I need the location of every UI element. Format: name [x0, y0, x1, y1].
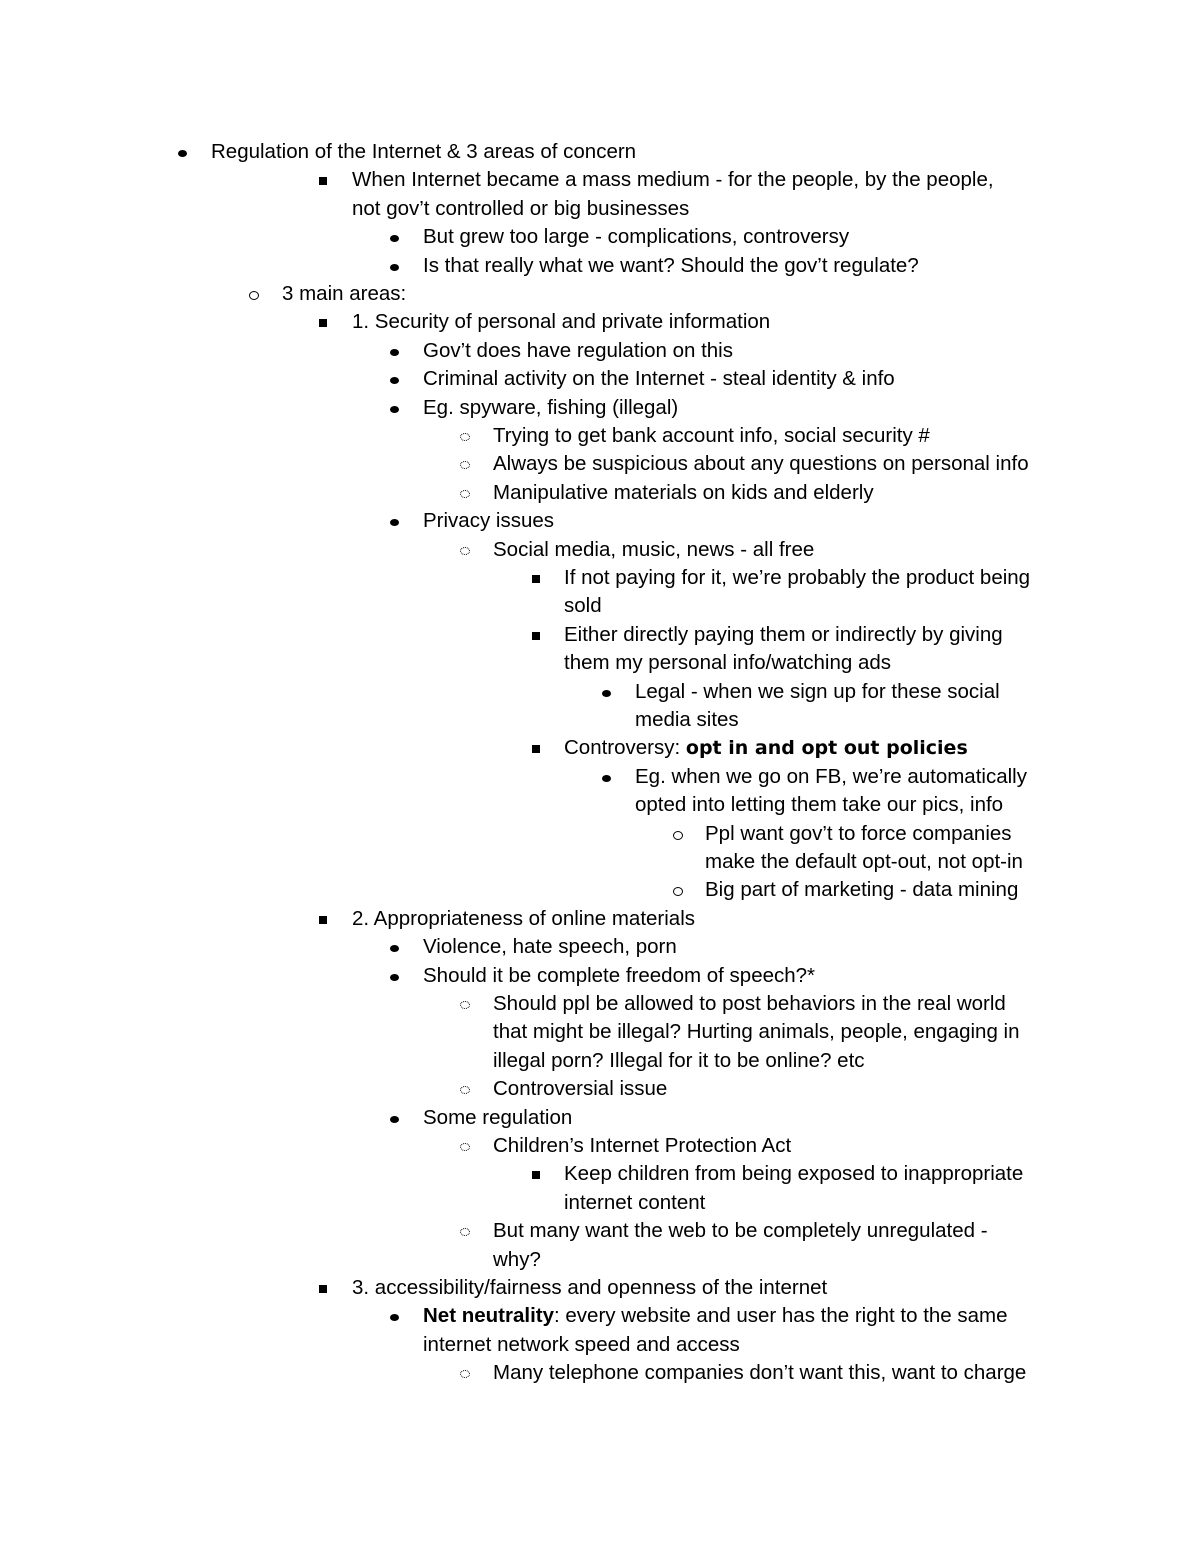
disc-bullet-icon: [390, 945, 399, 952]
outline-text: [564, 649, 891, 677]
outline-text: [352, 905, 695, 933]
outline-line: [0, 649, 1200, 677]
outline-line: [0, 1246, 1200, 1274]
outline-text: [423, 223, 849, 251]
outline-text: [635, 791, 1003, 819]
line-text: make the default opt-out, not opt-in: [705, 850, 1023, 873]
outline-text: [564, 1160, 1023, 1188]
line-text: Gov’t does have regulation on this: [423, 338, 733, 362]
outline-text: [423, 1331, 740, 1359]
line-text: internet network speed and access: [423, 1332, 740, 1356]
outline-line: [0, 422, 1200, 450]
outline-line: [0, 621, 1200, 649]
dotted-circle-bullet-icon: [460, 547, 470, 555]
outline-line: [0, 536, 1200, 564]
outline-line: [0, 223, 1200, 251]
dotted-circle-bullet-icon: [460, 1143, 470, 1151]
outline-line: [0, 195, 1200, 223]
outline-text: [564, 564, 1030, 592]
outline-text: [705, 848, 1023, 876]
outline-line: [0, 1189, 1200, 1217]
line-text: Keep children from being exposed to inappropriate: [564, 1162, 1024, 1186]
outline-text: [423, 1302, 1008, 1330]
outline-text: [493, 1132, 791, 1160]
outline-text: [352, 308, 770, 336]
outline-text: [211, 138, 636, 166]
outline-text: [352, 166, 994, 194]
line-text: 3. accessibility/fairness and openness of the internet: [352, 1276, 828, 1299]
disc-bullet-icon: [602, 775, 611, 782]
dotted-circle-bullet-icon: [460, 433, 470, 441]
outline-text: [564, 621, 1003, 649]
outline-line: [0, 365, 1200, 393]
outline-line: [0, 1160, 1200, 1188]
outline-text: [493, 990, 1006, 1018]
square-bullet-icon: [319, 319, 327, 327]
outline-line: [0, 1302, 1200, 1330]
line-text: why?: [493, 1247, 541, 1271]
outline-line: [0, 394, 1200, 422]
line-text: 3 main areas:: [282, 282, 407, 305]
outline-text: [493, 450, 1029, 478]
outline-text: [564, 1189, 705, 1217]
outline-text: [423, 337, 733, 365]
outline-text: [423, 1104, 572, 1132]
outline-line: [0, 1359, 1200, 1387]
bold-phrase: opt in and opt out policies: [685, 737, 968, 760]
disc-bullet-icon: [390, 377, 399, 384]
outline-text: [705, 876, 1018, 904]
line-text: Social media, music, news - all free: [493, 537, 815, 561]
disc-bullet-icon: [390, 264, 399, 271]
line-text: But grew too large - complications, controversy: [423, 225, 850, 249]
dotted-circle-bullet-icon: [460, 1370, 470, 1378]
circle-bullet-icon: [673, 831, 683, 840]
square-bullet-icon: [532, 1171, 540, 1179]
line-text: 1. Security of personal and private information: [352, 310, 771, 334]
outline-line: [0, 905, 1200, 933]
line-text: Many telephone companies don’t want this, want to charge: [493, 1361, 1027, 1385]
outline-line: [0, 1075, 1200, 1103]
outline-text: [282, 280, 406, 308]
dotted-circle-bullet-icon: [460, 1086, 470, 1094]
square-bullet-icon: [532, 575, 540, 583]
outline-line: [0, 1018, 1200, 1046]
square-bullet-icon: [319, 916, 327, 924]
line-text: internet content: [564, 1190, 706, 1214]
dotted-circle-bullet-icon: [460, 490, 470, 498]
circle-bullet-icon: [249, 291, 259, 300]
outline-text: [493, 1075, 667, 1103]
outline-text: [352, 195, 689, 223]
outline-line: [0, 592, 1200, 620]
line-text: 2. Appropriateness of online materials: [352, 906, 696, 930]
disc-bullet-icon: [390, 406, 399, 413]
outline-line: [0, 1047, 1200, 1075]
outline-text: [564, 734, 968, 762]
outline-text: [423, 394, 678, 422]
outline-line: [0, 252, 1200, 280]
outline-line: [0, 1104, 1200, 1132]
outline-line: [0, 820, 1200, 848]
outline-line: [0, 791, 1200, 819]
outline-text: [493, 536, 814, 564]
line-text: Criminal activity on the Internet - steal identity & info: [423, 367, 895, 391]
line-text: If not paying for it, we’re probably the product being: [564, 566, 1031, 589]
line-text: Legal - when we sign up for these social: [635, 679, 1000, 703]
outline-text: [423, 962, 815, 990]
outline-line: [0, 678, 1200, 706]
line-text: opted into letting them take our pics, info: [635, 793, 1004, 817]
square-bullet-icon: [319, 177, 327, 185]
outline-line: [0, 848, 1200, 876]
disc-bullet-icon: [390, 974, 399, 981]
outline-text: [493, 1246, 541, 1274]
outline-text: [635, 763, 1027, 791]
dotted-circle-bullet-icon: [460, 461, 470, 469]
outline-text: [423, 365, 895, 393]
outline-text: [493, 1018, 1020, 1046]
outline-text: [493, 1047, 865, 1075]
line-text: illegal porn? Illegal for it to be online? etc: [493, 1048, 865, 1072]
outline-text: [493, 479, 874, 507]
disc-bullet-icon: [178, 150, 187, 157]
outline-line: [0, 706, 1200, 734]
line-text: Children’s Internet Protection Act: [493, 1134, 792, 1157]
outline-line: [0, 990, 1200, 1018]
outline-line: [0, 962, 1200, 990]
outline-text: [352, 1274, 827, 1302]
disc-bullet-icon: [390, 1314, 399, 1321]
square-bullet-icon: [319, 1285, 327, 1293]
square-bullet-icon: [532, 745, 540, 753]
line-text: Violence, hate speech, porn: [423, 935, 677, 959]
outline-text: [635, 706, 739, 734]
square-bullet-icon: [532, 632, 540, 640]
circle-bullet-icon: [673, 887, 683, 896]
line-text: them my personal info/watching ads: [564, 651, 892, 675]
outline-line: [0, 308, 1200, 336]
line-text: Should it be complete freedom of speech?*: [423, 963, 816, 987]
line-text: Always be suspicious about any questions on personal info: [493, 452, 1029, 476]
outline-line: [0, 933, 1200, 961]
outline-line: [0, 1274, 1200, 1302]
outline-text: [564, 592, 602, 620]
outline-line: [0, 166, 1200, 194]
outline-line: [0, 507, 1200, 535]
line-text: Regulation of the Internet & 3 areas of concern: [211, 140, 637, 163]
line-text: Controversial issue: [493, 1077, 668, 1101]
line-text: Manipulative materials on kids and elderly: [493, 480, 874, 504]
outline-text: [493, 1217, 988, 1245]
outline-line: [0, 1132, 1200, 1160]
outline-text: [493, 1359, 1026, 1387]
disc-bullet-icon: [390, 1116, 399, 1123]
line-text: that might be illegal? Hurting animals, people, engaging in: [493, 1020, 1020, 1044]
disc-bullet-icon: [602, 690, 611, 697]
line-text: Should ppl be allowed to post behaviors in the real world: [493, 992, 1006, 1015]
line-text: Eg. when we go on FB, we’re automatically: [635, 764, 1027, 788]
outline-line: [0, 138, 1200, 166]
bold-term: Net neutrality: [423, 1304, 554, 1328]
outline-line: [0, 1217, 1200, 1245]
outline-text: [423, 507, 554, 535]
line-text: Is that really what we want? Should the gov’t regulate?: [423, 253, 919, 277]
outline-line: [0, 479, 1200, 507]
line-text: But many want the web to be completely unregulated -: [493, 1219, 988, 1243]
line-text: media sites: [635, 708, 739, 731]
line-text: not gov’t controlled or big businesses: [352, 196, 690, 220]
outline-text: [423, 252, 919, 280]
outline-line: [0, 876, 1200, 904]
disc-bullet-icon: [390, 235, 399, 242]
dotted-circle-bullet-icon: [460, 1001, 470, 1009]
outline-line: [0, 450, 1200, 478]
line-text: : every website and user has the right to the same: [554, 1304, 1008, 1328]
dotted-circle-bullet-icon: [460, 1228, 470, 1236]
outline-text: [423, 933, 677, 961]
disc-bullet-icon: [390, 349, 399, 356]
outline-text: [635, 678, 1000, 706]
line-text: sold: [564, 594, 602, 618]
disc-bullet-icon: [390, 519, 399, 526]
outline-text: [705, 820, 1012, 848]
outline-text: [493, 422, 930, 450]
outline-line: [0, 564, 1200, 592]
outline-line: [0, 1331, 1200, 1359]
line-text: Trying to get bank account info, social security #: [493, 424, 930, 447]
line-text: Ppl want gov’t to force companies: [705, 821, 1012, 845]
line-text: Eg. spyware, fishing (illegal): [423, 395, 679, 419]
line-text: When Internet became a mass medium - for the people, by the people,: [352, 168, 994, 192]
line-text: Controversy:: [564, 736, 686, 760]
outline-line: [0, 763, 1200, 791]
line-text: Big part of marketing - data mining: [705, 878, 1019, 902]
outline-line: [0, 337, 1200, 365]
line-text: Some regulation: [423, 1105, 573, 1129]
line-text: Either directly paying them or indirectly by giving: [564, 622, 1003, 646]
outline-line: [0, 734, 1200, 762]
line-text: Privacy issues: [423, 509, 555, 533]
outline-line: [0, 280, 1200, 308]
